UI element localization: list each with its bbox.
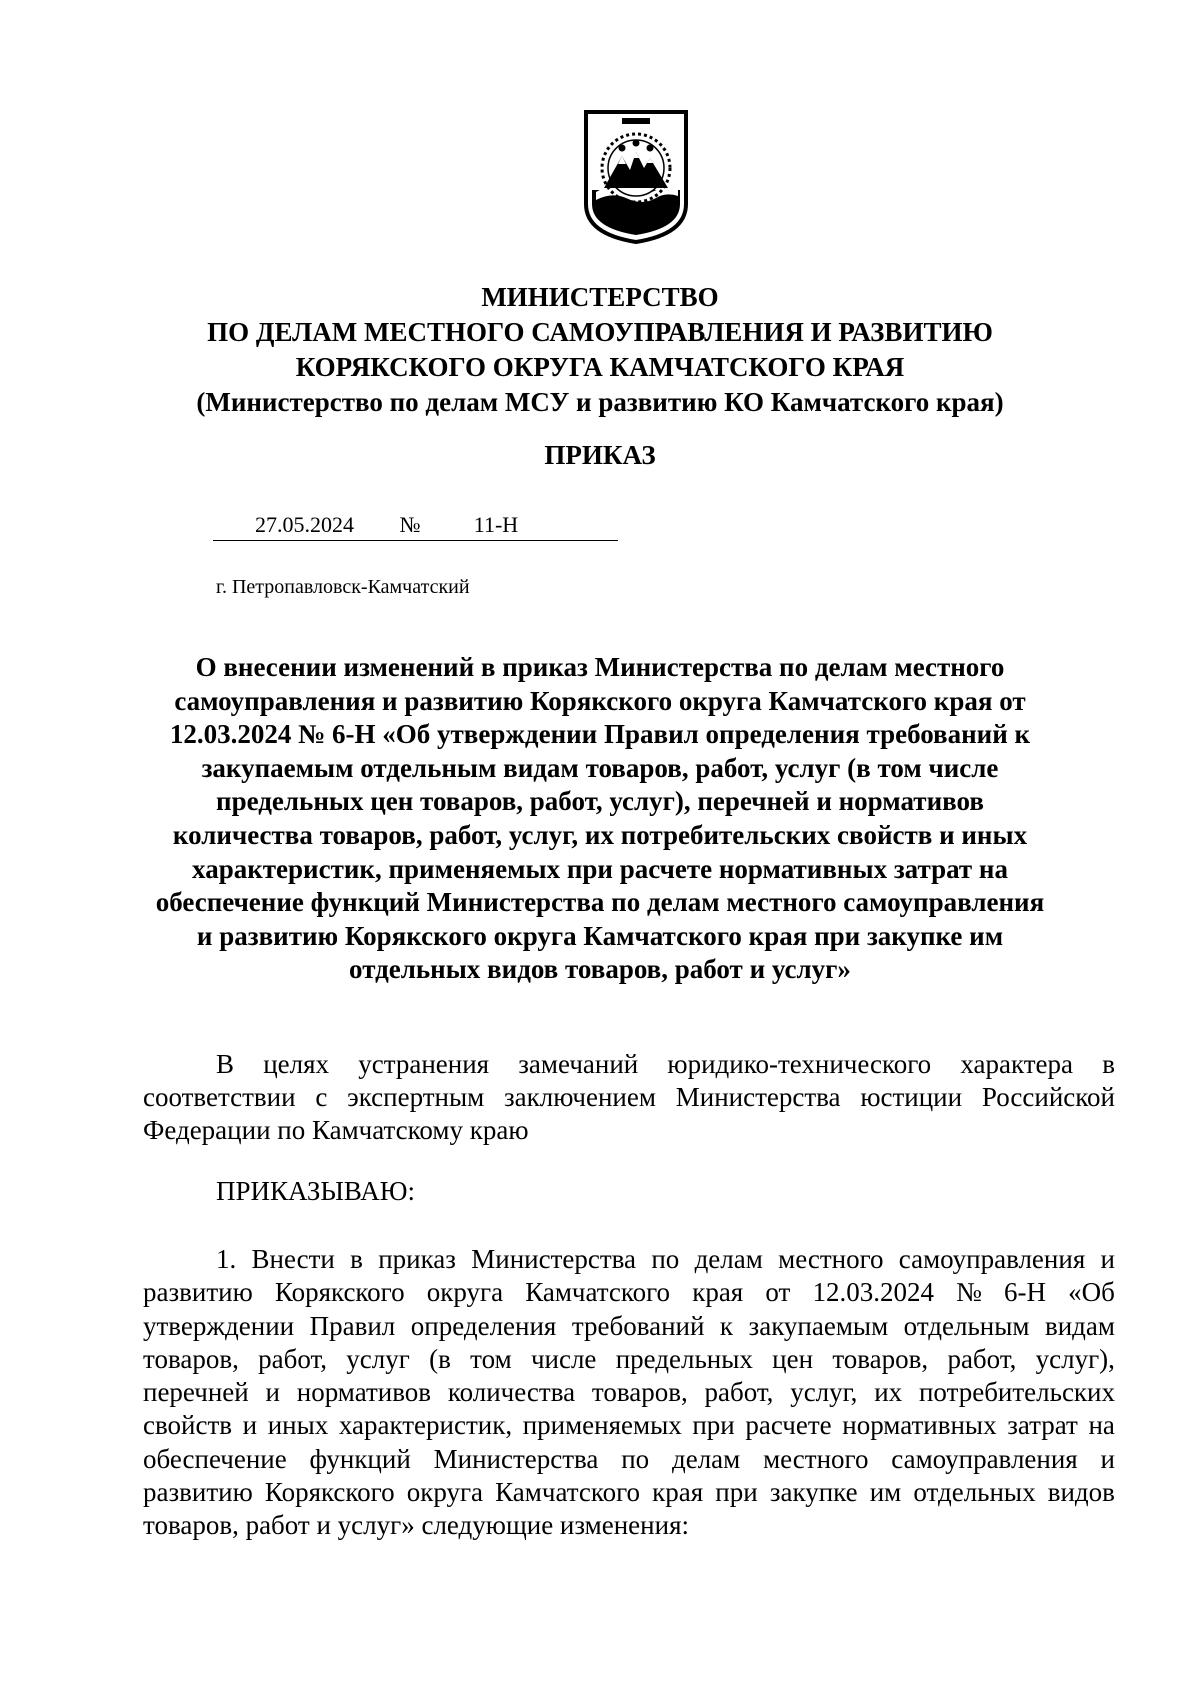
city-line: г. Петропавловск-Камчатский xyxy=(216,576,470,598)
item-1-word: самоуправления xyxy=(898,1244,1086,1274)
document-date: 27.05.2024 xyxy=(213,510,396,541)
item-1-word: им xyxy=(869,1477,902,1508)
item-1-paragraph xyxy=(143,1243,1115,1543)
document-type: ПРИКАЗ xyxy=(544,440,656,470)
item-1-word: применяемых xyxy=(522,1410,682,1441)
item-1-word: в xyxy=(350,1244,363,1274)
item-1-word: работ, xyxy=(258,1343,327,1374)
item-1-word: цен xyxy=(772,1343,814,1374)
item-1-word: 1. xyxy=(216,1244,237,1274)
item-1-word: видам xyxy=(1044,1310,1115,1341)
title-line: характеристик, применяемых при расчете нормативных затрат на xyxy=(192,853,1008,884)
item-1-line xyxy=(143,1476,1115,1509)
item-1-word: Министерства xyxy=(433,1443,599,1474)
item-1-word: Министерства xyxy=(471,1244,637,1274)
item-1-word: по xyxy=(621,1443,650,1474)
item-1-word: отдельных xyxy=(913,1477,1036,1508)
intro-word: замечаний xyxy=(518,1049,639,1079)
item-1-word: № xyxy=(956,1277,982,1308)
item-1-word: Правил xyxy=(309,1310,396,1341)
ministry-header-short-name: (Министерство по делам МСУ и развитию КО Камчатского края) xyxy=(196,387,1004,417)
item-1-word: характеристик, xyxy=(338,1410,513,1441)
item-1-word: отдельным xyxy=(903,1310,1030,1341)
item-1-word: предельных xyxy=(615,1343,753,1374)
item-1-word: и xyxy=(1100,1443,1115,1474)
title-line: закупаемым отдельным видам товаров, работ, услуг (в том числе xyxy=(201,752,999,783)
item-1-word: (в xyxy=(429,1343,451,1374)
item-1-line xyxy=(143,1310,1115,1343)
item-1-word: услуг), xyxy=(1035,1343,1115,1374)
item-1-word: нормативов xyxy=(296,1377,432,1408)
intro-word: Министерства xyxy=(675,1082,841,1112)
item-1-word: иных xyxy=(267,1410,329,1441)
item-1-word: потребительских xyxy=(918,1377,1115,1408)
item-1-line-1 xyxy=(143,1243,1115,1276)
title-line: отдельных видов товаров, работ и услуг» xyxy=(349,954,851,985)
item-1-word: требований xyxy=(571,1310,705,1341)
intro-word: В xyxy=(216,1049,235,1079)
intro-line-1 xyxy=(143,1048,1115,1081)
item-1-word: определения xyxy=(410,1310,557,1341)
item-1-word: самоуправления xyxy=(891,1443,1078,1474)
intro-word: в xyxy=(1102,1049,1115,1079)
title-line: самоуправления и развитию Корякского округа Камчатского края от xyxy=(174,685,1026,716)
item-1-word: округа xyxy=(406,1477,484,1508)
item-1-line xyxy=(143,1276,1115,1309)
item-1-word: местного xyxy=(763,1443,869,1474)
ministry-header xyxy=(150,280,1050,420)
item-1-word: при xyxy=(692,1410,735,1441)
ministry-header-line-1: МИНИСТЕРСТВО xyxy=(481,282,719,312)
intro-paragraph xyxy=(143,1048,1115,1147)
item-1-word: их xyxy=(874,1377,903,1408)
item-1-word: нормативных xyxy=(842,1410,997,1441)
item-1-word: числе xyxy=(530,1343,597,1374)
item-1-word: делам xyxy=(694,1244,763,1274)
intro-word: с xyxy=(315,1082,328,1112)
intro-word: юстиции xyxy=(860,1082,963,1112)
item-1-word: расчете xyxy=(745,1410,832,1441)
intro-line-2 xyxy=(143,1081,1115,1114)
item-1-word: товаров, xyxy=(591,1377,688,1408)
item-1-word: количества xyxy=(447,1377,576,1408)
item-1-word: и xyxy=(242,1410,258,1441)
ministry-header-line-3: КОРЯКСКОГО ОКРУГА КАМЧАТСКОГО КРАЯ xyxy=(295,352,905,382)
item-1-word: 12.03.2024 xyxy=(812,1277,934,1308)
item-1-word: местного xyxy=(778,1244,884,1274)
item-1-word: и xyxy=(265,1377,280,1408)
item-1-word: приказ xyxy=(378,1244,456,1274)
item-1-word: функций xyxy=(309,1443,411,1474)
item-1-word: округа xyxy=(426,1277,504,1308)
item-1-word: и xyxy=(1100,1244,1115,1274)
ministry-header-line-2: ПО ДЕЛАМ МЕСТНОГО САМОУПРАВЛЕНИЯ И РАЗВИТИЮ xyxy=(207,317,993,347)
item-1-word: края xyxy=(652,1477,704,1508)
item-1-word: Внести xyxy=(251,1244,335,1274)
item-1-word: обеспечение xyxy=(143,1443,287,1474)
item-1-word: утверждении xyxy=(143,1310,295,1341)
intro-word: юридико-технического xyxy=(667,1049,932,1079)
title-line: 12.03.2024 № 6-Н «Об утверждении Правил определения требований к xyxy=(169,719,1031,750)
item-1-word: Корякского xyxy=(274,1277,405,1308)
item-1-word: затрат xyxy=(1007,1410,1078,1441)
item-1-word: на xyxy=(1088,1410,1115,1441)
intro-word: заключением xyxy=(504,1082,656,1112)
item-1-word: услуг xyxy=(346,1343,410,1374)
item-1-word: от xyxy=(765,1277,791,1308)
item-1-word: услуг, xyxy=(790,1377,858,1408)
item-1-line xyxy=(143,1409,1115,1442)
item-1-word: при xyxy=(715,1477,758,1508)
item-1-word: делам xyxy=(671,1443,741,1474)
number-sign: № xyxy=(396,510,424,541)
coat-of-arms-emblem xyxy=(582,108,690,246)
title-line: количества товаров, работ, услуг, их потребительских свойств и иных xyxy=(172,819,1028,850)
item-1-word: товаров, xyxy=(832,1343,929,1374)
intro-word: Российской xyxy=(981,1082,1115,1112)
item-1-word: работ, xyxy=(947,1343,1017,1374)
item-1-line xyxy=(143,1443,1115,1476)
title-line: О внесении изменений в приказ Министерства по делам местного xyxy=(195,652,1005,682)
item-1-word: Камчатского xyxy=(525,1277,671,1308)
title-line: обеспечение функций Министерства по делам местного самоуправления xyxy=(155,887,1045,918)
document-number: 11-Н xyxy=(424,510,618,541)
item-1-word: перечней xyxy=(143,1377,249,1408)
item-1-word: края xyxy=(692,1277,744,1308)
title-line: и развитию Корякского округа Камчатского края при закупке им xyxy=(196,920,1004,951)
intro-word: экспертным xyxy=(347,1082,485,1112)
document-title xyxy=(140,651,1060,987)
item-1-word: закупаемым xyxy=(748,1310,889,1341)
intro-word: характера xyxy=(960,1049,1073,1079)
item-1-word: закупке xyxy=(769,1477,858,1508)
item-1-word: к xyxy=(719,1310,734,1341)
item-1-word: Камчатского xyxy=(495,1477,641,1508)
item-1-word: 6-Н xyxy=(1004,1277,1047,1308)
item-1-word: развитию xyxy=(143,1477,253,1508)
item-1-word: товаров, xyxy=(143,1343,239,1374)
item-1-last-line: товаров, работ и услуг» следующие изменения: xyxy=(143,1510,689,1541)
order-word: ПРИКАЗЫВАЮ: xyxy=(216,1176,415,1206)
item-1-word: развитию xyxy=(143,1277,253,1308)
item-1-line xyxy=(143,1343,1115,1376)
intro-word: целях xyxy=(263,1049,330,1079)
intro-line-3: Федерации по Камчатскому краю xyxy=(143,1115,529,1145)
item-1-line xyxy=(143,1376,1115,1409)
item-1-body xyxy=(143,1276,1115,1509)
intro-word: соответствии xyxy=(143,1082,296,1112)
item-1-word: Корякского xyxy=(264,1477,395,1508)
item-1-word: работ, xyxy=(704,1377,774,1408)
item-1-word: том xyxy=(470,1343,512,1374)
intro-word: устранения xyxy=(358,1049,490,1079)
item-1-word: по xyxy=(651,1244,680,1274)
item-1-word: «Об xyxy=(1068,1277,1115,1308)
title-line: предельных цен товаров, работ, услуг), перечней и нормативов xyxy=(216,786,984,817)
item-1-word: свойств xyxy=(143,1410,233,1441)
item-1-word: видов xyxy=(1047,1477,1115,1508)
